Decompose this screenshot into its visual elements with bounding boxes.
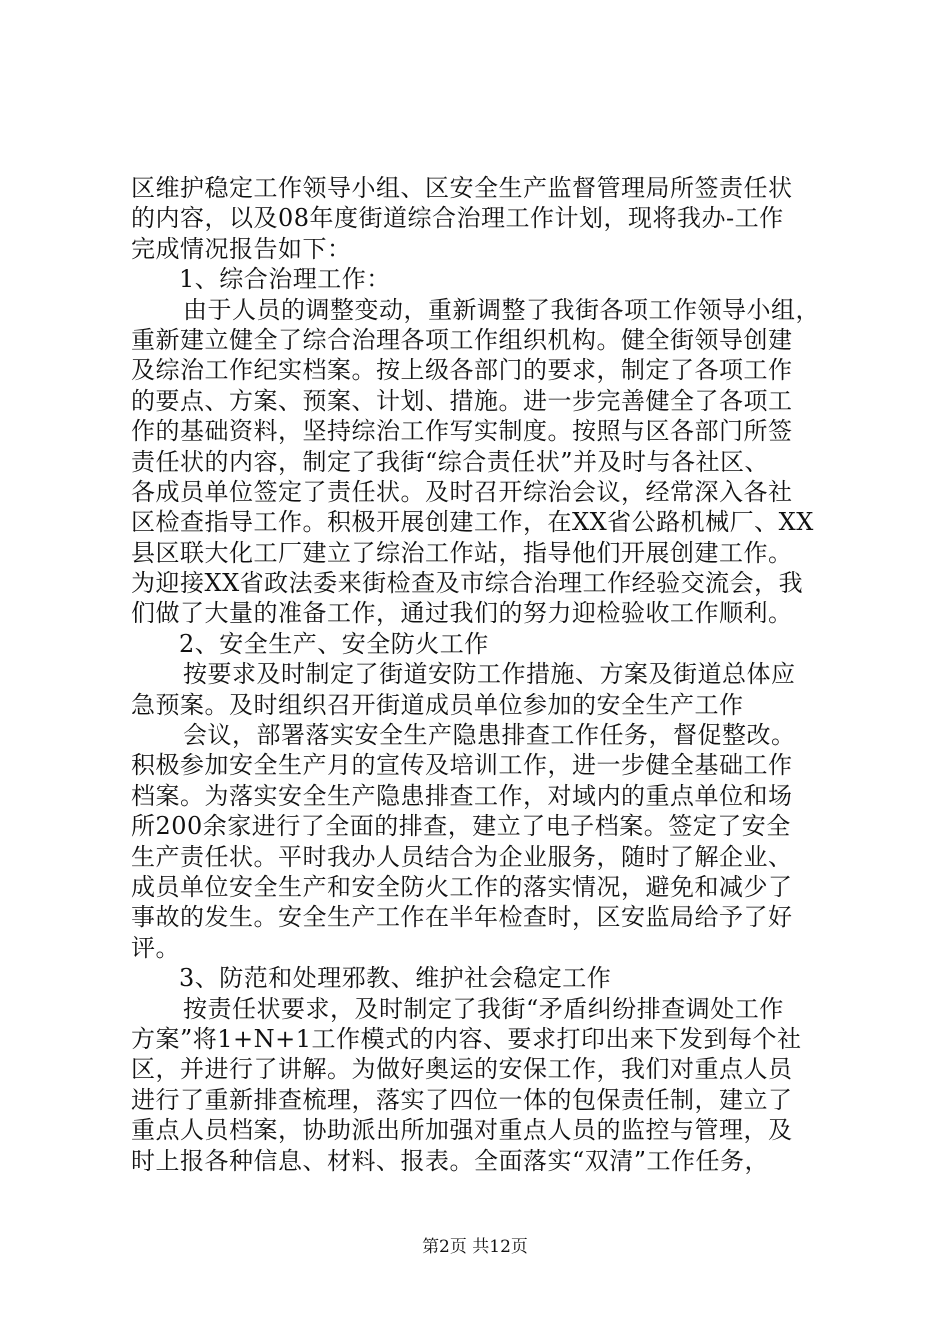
text-line: 事故的发生。安全生产工作在半年检查时，区安监局给予了好	[131, 903, 793, 932]
text-line: 进行了重新排查梳理，落实了四位一体的包保责任制，建立了	[131, 1085, 793, 1114]
text-line: 区，并进行了讲解。为做好奥运的安保工作，我们对重点人员	[131, 1055, 793, 1084]
text-line: 的内容，以及08年度街道综合治理工作计划，现将我办-工作	[131, 204, 784, 233]
text-line: 重新建立健全了综合治理各项工作组织机构。健全街领导创建	[131, 325, 793, 354]
text-line: 县区联大化工厂建立了综治工作站，指导他们开展创建工作。	[131, 538, 793, 567]
section-heading-2: 2、安全生产、安全防火工作	[179, 629, 489, 658]
text-line: 生产责任状。平时我办人员结合为企业服务，随时了解企业、	[131, 842, 793, 871]
text-line: 及综治工作纪实档案。按上级各部门的要求，制定了各项工作	[131, 356, 793, 385]
text-line: 时上报各种信息、材料、报表。全面落实“双清”工作任务，	[131, 1146, 770, 1175]
text-line: 成员单位安全生产和安全防火工作的落实情况，避免和减少了	[131, 872, 793, 901]
text-line: 由于人员的调整变动，重新调整了我街各项工作领导小组，	[183, 295, 820, 324]
text-line: 评。	[131, 933, 180, 962]
text-line: 作的基础资料，坚持综治工作写实制度。按照与区各部门所签	[131, 417, 793, 446]
text-line: 为迎接XX省政法委来街检查及市综合治理工作经验交流会，我	[131, 569, 804, 598]
section-heading-1: 1、综合治理工作：	[179, 265, 391, 294]
page-number: 第2页 共12页	[422, 1237, 528, 1257]
text-line: 档案。为落实安全生产隐患排查工作，对域内的重点单位和场	[131, 781, 793, 810]
text-line: 的要点、方案、预案、计划、措施。进一步完善健全了各项工	[131, 386, 793, 415]
text-line: 责任状的内容，制定了我街“综合责任状”并及时与各社区、	[131, 447, 770, 476]
text-line: 方案”将1+N+1工作模式的内容、要求打印出来下发到每个社	[131, 1024, 802, 1053]
text-line: 急预案。及时组织召开街道成员单位参加的安全生产工作	[131, 690, 744, 719]
text-line: 重点人员档案，协助派出所加强对重点人员的监控与管理，及	[131, 1116, 793, 1145]
text-line: 区维护稳定工作领导小组、区安全生产监督管理局所签责任状	[131, 174, 793, 202]
text-line: 各成员单位签定了责任状。及时召开综治会议，经常深入各社	[131, 477, 793, 506]
text-line: 按责任状要求，及时制定了我街“矛盾纠纷排查调处工作	[183, 994, 784, 1023]
text-line: 完成情况报告如下：	[131, 234, 352, 263]
text-line: 积极参加安全生产月的宣传及培训工作，进一步健全基础工作	[131, 751, 793, 780]
section-heading-3: 3、防范和处理邪教、维护社会稳定工作	[179, 964, 612, 993]
text-line: 按要求及时制定了街道安防工作措施、方案及街道总体应	[183, 660, 796, 689]
text-line: 们做了大量的准备工作，通过我们的努力迎检验收工作顺利。	[131, 599, 793, 628]
text-line: 所200余家进行了全面的排查，建立了电子档案。签定了安全	[131, 812, 791, 841]
document-body	[131, 173, 831, 1176]
text-line: 区检查指导工作。积极开展创建工作，在XX省公路机械厂、XX	[131, 508, 814, 537]
page-footer	[0, 1235, 950, 1259]
text-line: 会议，部署落实安全生产隐患排查工作任务，督促整改。	[183, 721, 796, 750]
